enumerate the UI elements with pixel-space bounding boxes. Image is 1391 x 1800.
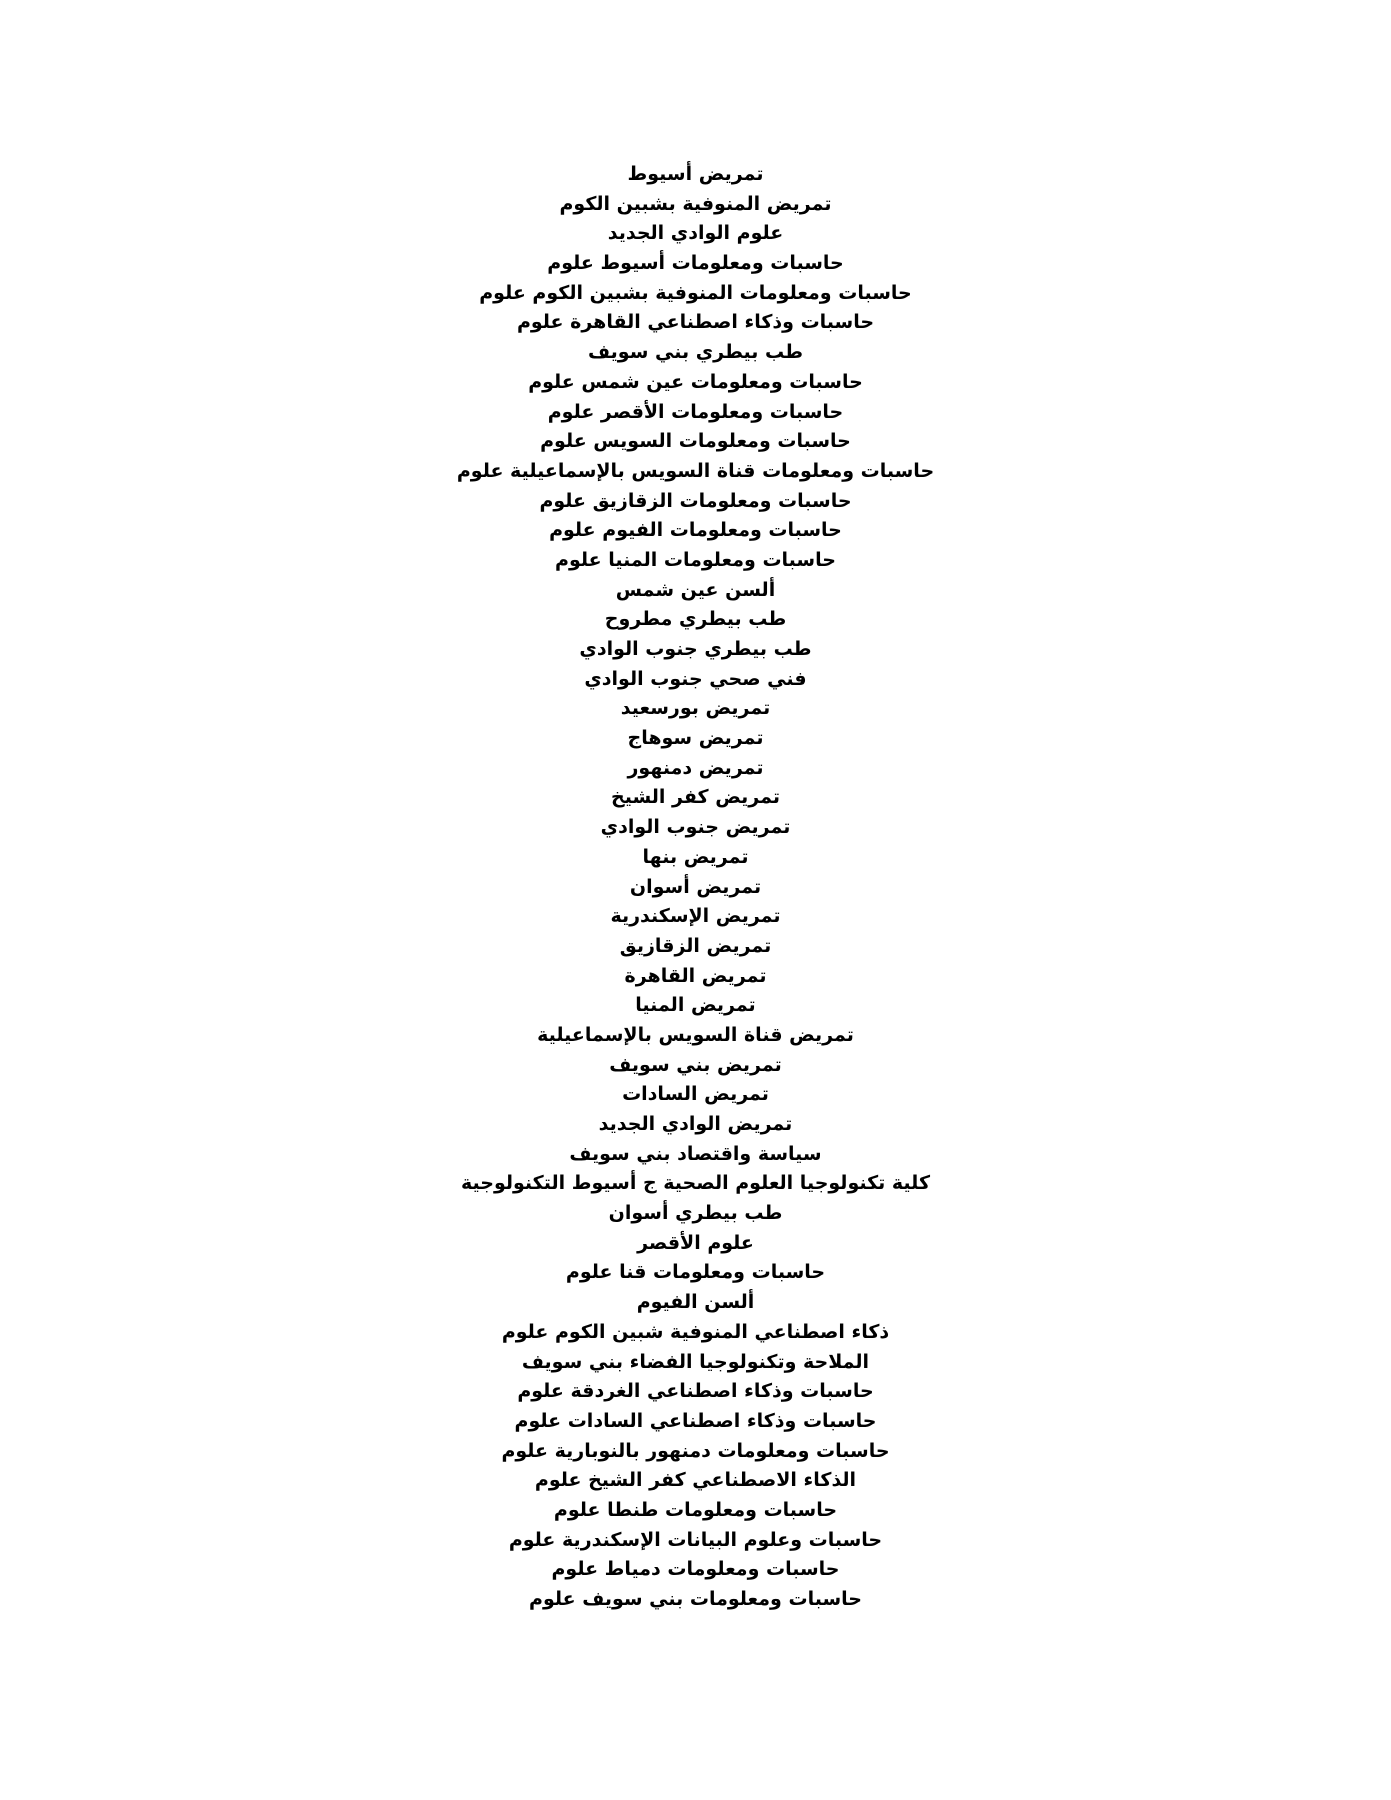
list-item: سياسة واقتصاد بني سويف	[569, 1142, 822, 1165]
list-item: حاسبات ومعلومات أسيوط علوم	[547, 252, 844, 275]
list-item: تمريض بورسعيد	[620, 697, 771, 720]
list-item: حاسبات ومعلومات المنوفية بشبين الكوم علوم	[479, 281, 912, 304]
list-item: تمريض كفر الشيخ	[611, 786, 780, 809]
list-item: حاسبات وذكاء اصطناعي القاهرة علوم	[516, 311, 875, 334]
list-item: الملاحة وتكنولوجيا الفضاء بني سويف	[521, 1350, 870, 1373]
list-item: علوم الوادي الجديد	[607, 222, 784, 245]
list-item: ألسن الفيوم	[636, 1291, 755, 1314]
list-item: تمريض الزقازيق	[619, 934, 772, 957]
list-item: تمريض الإسكندرية	[610, 905, 781, 928]
list-item: حاسبات ومعلومات عين شمس علوم	[528, 370, 863, 393]
list-item: ذكاء اصطناعي المنوفية شبين الكوم علوم	[501, 1320, 890, 1343]
list-item: فني صحي جنوب الوادي	[584, 667, 807, 690]
list-item: حاسبات ومعلومات المنيا علوم	[555, 548, 836, 571]
list-item: حاسبات ومعلومات دمياط علوم	[551, 1558, 840, 1581]
list-item: حاسبات ومعلومات السويس علوم	[540, 430, 851, 453]
list-item: تمريض المنوفية بشبين الكوم	[559, 192, 832, 215]
list-item: تمريض القاهرة	[624, 964, 767, 987]
list-item: حاسبات ومعلومات الأقصر علوم	[547, 400, 844, 423]
list-item: حاسبات ومعلومات دمنهور بالنوبارية علوم	[501, 1439, 890, 1462]
list-item: حاسبات ومعلومات الزقازيق علوم	[539, 489, 852, 512]
list-item: تمريض الوادي الجديد	[598, 1113, 793, 1135]
list-item: حاسبات وذكاء اصطناعي السادات علوم	[514, 1409, 877, 1432]
list-item: علوم الأقصر	[637, 1231, 754, 1254]
list-item: تمريض المنيا	[635, 994, 756, 1017]
list-item: حاسبات ومعلومات قنا علوم	[565, 1261, 826, 1284]
list-item: طب بيطري أسوان	[608, 1202, 783, 1225]
list-item: تمريض السادات	[622, 1083, 769, 1106]
list-item: حاسبات وذكاء اصطناعي الغردقة علوم	[517, 1380, 874, 1403]
list-item: الذكاء الاصطناعي كفر الشيخ علوم	[534, 1469, 857, 1492]
list-item: طب بيطري بني سويف	[588, 341, 803, 364]
faculty-list	[0, 160, 1391, 1615]
list-item: تمريض سوهاج	[627, 727, 764, 750]
list-item: حاسبات ومعلومات قناة السويس بالإسماعيلية علوم	[456, 459, 935, 482]
list-item: تمريض جنوب الوادي	[600, 816, 791, 839]
list-item: حاسبات ومعلومات بني سويف علوم	[529, 1588, 862, 1610]
list-item: طب بيطري مطروح	[604, 608, 787, 631]
list-item: تمريض بنها	[642, 845, 749, 868]
list-item: طب بيطري جنوب الوادي	[579, 638, 812, 660]
list-item: تمريض أسوان	[629, 875, 762, 898]
list-item: تمريض بني سويف	[609, 1053, 782, 1076]
list-item: تمريض قناة السويس بالإسماعيلية	[537, 1023, 854, 1046]
list-item: ألسن عين شمس	[615, 578, 776, 601]
list-item: تمريض أسيوط	[627, 163, 764, 185]
list-item: كلية تكنولوجيا العلوم الصحية ج أسيوط التكنولوجية	[461, 1172, 930, 1195]
list-item: حاسبات ومعلومات طنطا علوم	[553, 1498, 838, 1521]
list-item: حاسبات وعلوم البيانات الإسكندرية علوم	[508, 1528, 883, 1551]
list-item: حاسبات ومعلومات الفيوم علوم	[549, 519, 842, 542]
list-item: تمريض دمنهور	[627, 756, 764, 779]
